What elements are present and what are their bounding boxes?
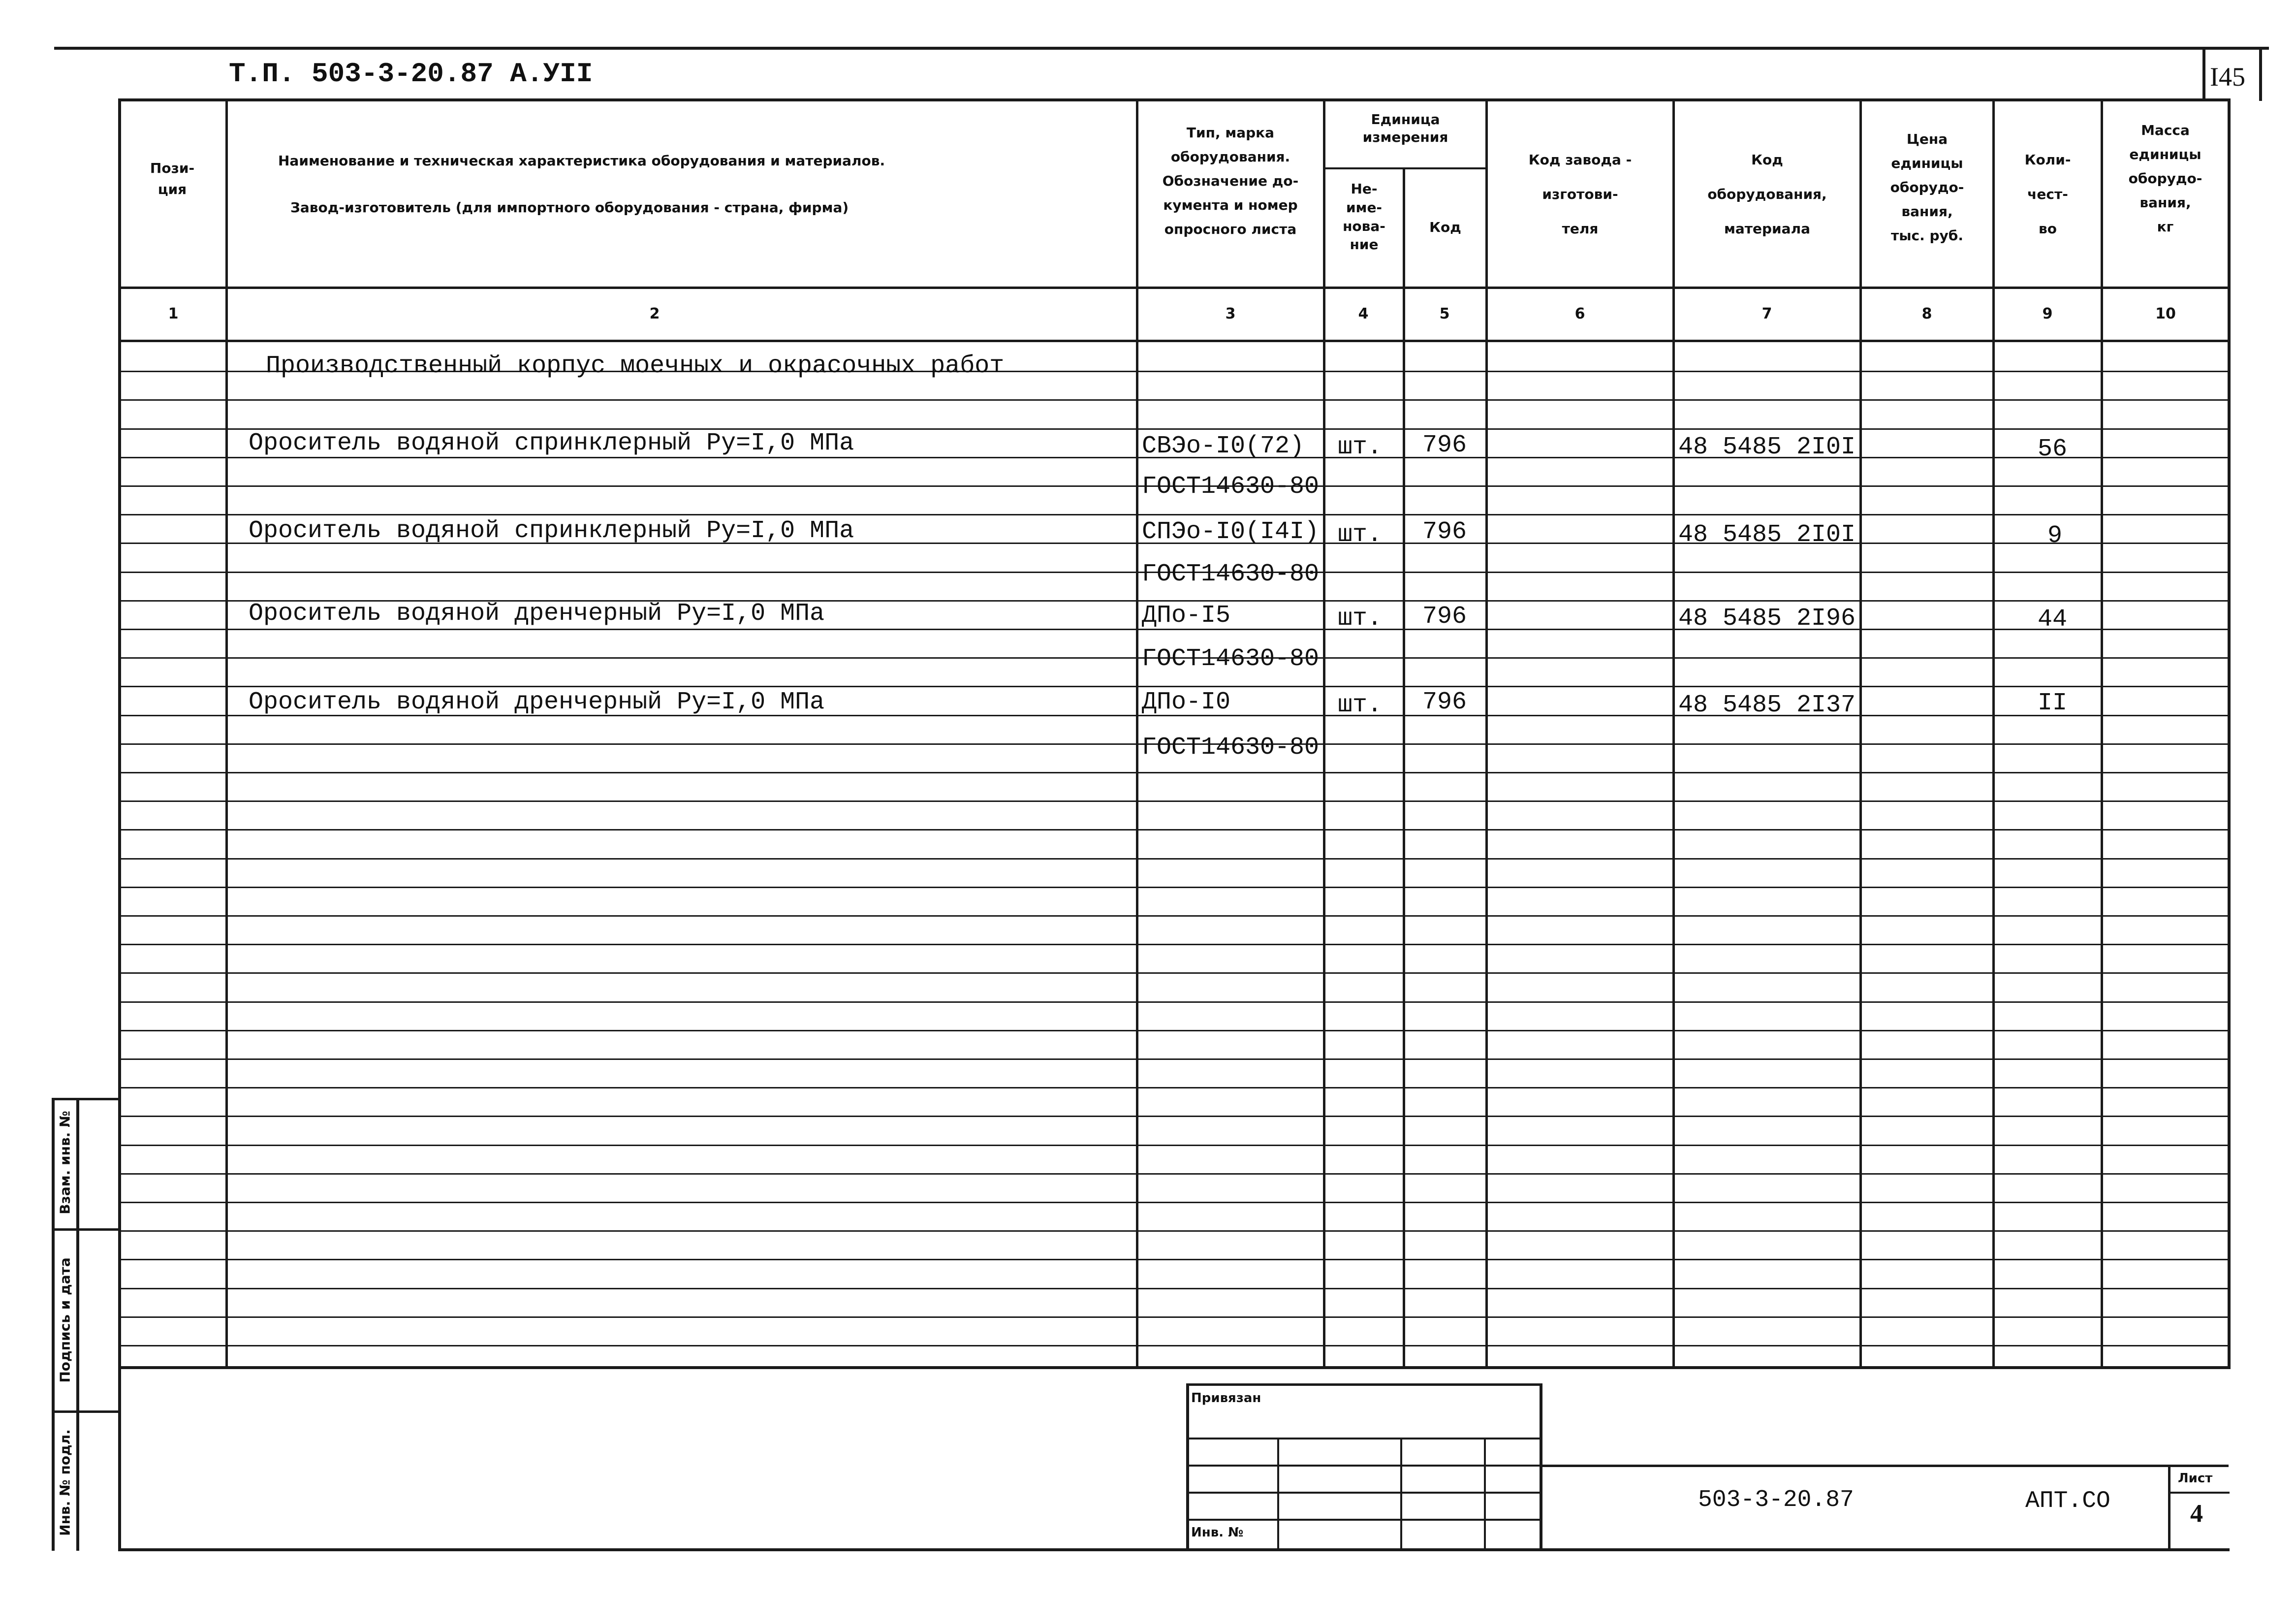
- item-1-unit: шт.: [1338, 433, 1383, 461]
- header-position: Пози- ция: [150, 160, 195, 198]
- header-equipment-code: Код оборудования, материала: [1707, 152, 1827, 237]
- row-divider: [118, 1058, 2230, 1060]
- row-divider: [118, 1116, 2230, 1117]
- item-4-equipment-code: 48 5485 2I37: [1678, 691, 1856, 719]
- item-4-code: 796: [1422, 688, 1467, 716]
- item-2-type: СПЭо-I0(I4I): [1142, 518, 1320, 546]
- row-divider: [118, 399, 2230, 401]
- item-4-doc: ГОСТ14630-80: [1142, 734, 1320, 762]
- row-divider: [118, 887, 2230, 888]
- row-divider: [118, 800, 2230, 802]
- header-unit: Единица измерения: [1362, 111, 1448, 146]
- row-divider: [118, 858, 2230, 860]
- item-1-code: 796: [1422, 431, 1467, 459]
- item-3-name: Ороситель водяной дренчерный Ру=I,0 МПа: [249, 600, 825, 628]
- column-number-10: 10: [2155, 305, 2176, 322]
- column-number-5: 5: [1439, 305, 1450, 322]
- stamp-mark: АПТ.СО: [2025, 1488, 2110, 1514]
- column-number-6: 6: [1574, 305, 1585, 322]
- side-label-inv-original: Инв. № подл.: [57, 1429, 73, 1536]
- row-divider: [118, 829, 2230, 831]
- column-number-2: 2: [649, 305, 660, 322]
- header-mass: Масса единицы оборудо- вания, кг: [2128, 122, 2202, 235]
- row-divider: [118, 1316, 2230, 1318]
- row-divider: [118, 1145, 2230, 1146]
- row-divider: [118, 772, 2230, 773]
- row-divider: [118, 1030, 2230, 1031]
- side-label-replacement-inv: Взам. инв. №: [57, 1111, 73, 1215]
- header-factory-code: Код завода - изготови- теля: [1528, 152, 1632, 237]
- item-3-code: 796: [1422, 603, 1467, 631]
- item-1-quantity: 56: [2038, 435, 2068, 463]
- item-2-name: Ороситель водяной спринклерный Ру=I,0 МПа: [249, 517, 854, 545]
- row-divider: [118, 686, 2230, 687]
- row-divider: [118, 1345, 2230, 1346]
- item-2-unit: шт.: [1338, 521, 1383, 549]
- stamp-sheet-label: Лист: [2178, 1471, 2213, 1486]
- item-3-type: ДПо-I5: [1142, 602, 1231, 630]
- column-number-8: 8: [1921, 305, 1932, 322]
- side-label-signature-date: Подпись и дата: [57, 1257, 73, 1383]
- column-number-3: 3: [1225, 305, 1236, 322]
- row-divider: [118, 972, 2230, 974]
- item-4-unit: шт.: [1338, 691, 1383, 719]
- item-3-quantity: 44: [2038, 606, 2068, 634]
- column-number-1: 1: [168, 305, 179, 322]
- item-1-name: Ороситель водяной спринклерный Ру=I,0 МПа: [249, 429, 854, 457]
- item-4-quantity: II: [2038, 689, 2068, 717]
- row-divider: [118, 1259, 2230, 1260]
- row-divider: [118, 1288, 2230, 1289]
- item-4-type: ДПо-I0: [1142, 688, 1231, 716]
- row-divider: [118, 1230, 2230, 1232]
- item-3-equipment-code: 48 5485 2I96: [1678, 605, 1856, 633]
- stamp-doc-code: 503-3-20.87: [1698, 1487, 1854, 1513]
- header-quantity: Коли- чест- во: [2024, 152, 2071, 237]
- item-1-equipment-code: 48 5485 2I0I: [1678, 433, 1856, 461]
- item-2-code: 796: [1422, 518, 1467, 546]
- row-divider: [118, 514, 2230, 515]
- row-divider: [118, 1202, 2230, 1203]
- stamp-bound-label: Привязан: [1191, 1391, 1261, 1406]
- row-divider: [118, 1173, 2230, 1175]
- column-number-7: 7: [1761, 305, 1772, 322]
- header-name: Наименование и техническая характеристика оборудования и материалов.: [278, 153, 885, 169]
- item-4-name: Ороситель водяной дренчерный Ру=I,0 МПа: [249, 688, 825, 716]
- column-number-4: 4: [1358, 305, 1369, 322]
- row-divider: [118, 915, 2230, 917]
- item-3-unit: шт.: [1338, 605, 1383, 633]
- item-1-doc: ГОСТ14630-80: [1142, 473, 1320, 501]
- header-price: Цена единицы оборудо- вания, тыс. руб.: [1890, 131, 1964, 244]
- row-divider: [118, 1001, 2230, 1003]
- header-unit-code: Код: [1429, 219, 1461, 235]
- item-1-type: СВЭо-I0(72): [1142, 432, 1305, 460]
- row-divider: [118, 944, 2230, 945]
- row-divider: [118, 1087, 2230, 1088]
- item-3-doc: ГОСТ14630-80: [1142, 645, 1320, 673]
- document-designation: Т.П. 503-3-20.87 А.УII: [229, 58, 593, 90]
- item-2-doc: ГОСТ14630-80: [1142, 560, 1320, 588]
- column-number-9: 9: [2042, 305, 2053, 322]
- stamp-sheet-number: 4: [2190, 1500, 2203, 1528]
- section-title: Производственный корпус моечных и окрасочных работ: [266, 352, 1005, 380]
- item-2-quantity: 9: [2047, 522, 2063, 550]
- item-2-equipment-code: 48 5485 2I0I: [1678, 521, 1856, 549]
- sheet-number-top: I45: [2210, 62, 2245, 92]
- header-unit-name: Не- име- нова- ние: [1343, 181, 1385, 253]
- stamp-inv-label: Инв. №: [1191, 1525, 1244, 1540]
- header-type: Тип, марка оборудования. Обозначение до- кумента и номер опросного листа: [1162, 125, 1299, 237]
- header-factory-name: Завод-изготовитель (для импортного оборудования - страна, фирма): [290, 199, 849, 216]
